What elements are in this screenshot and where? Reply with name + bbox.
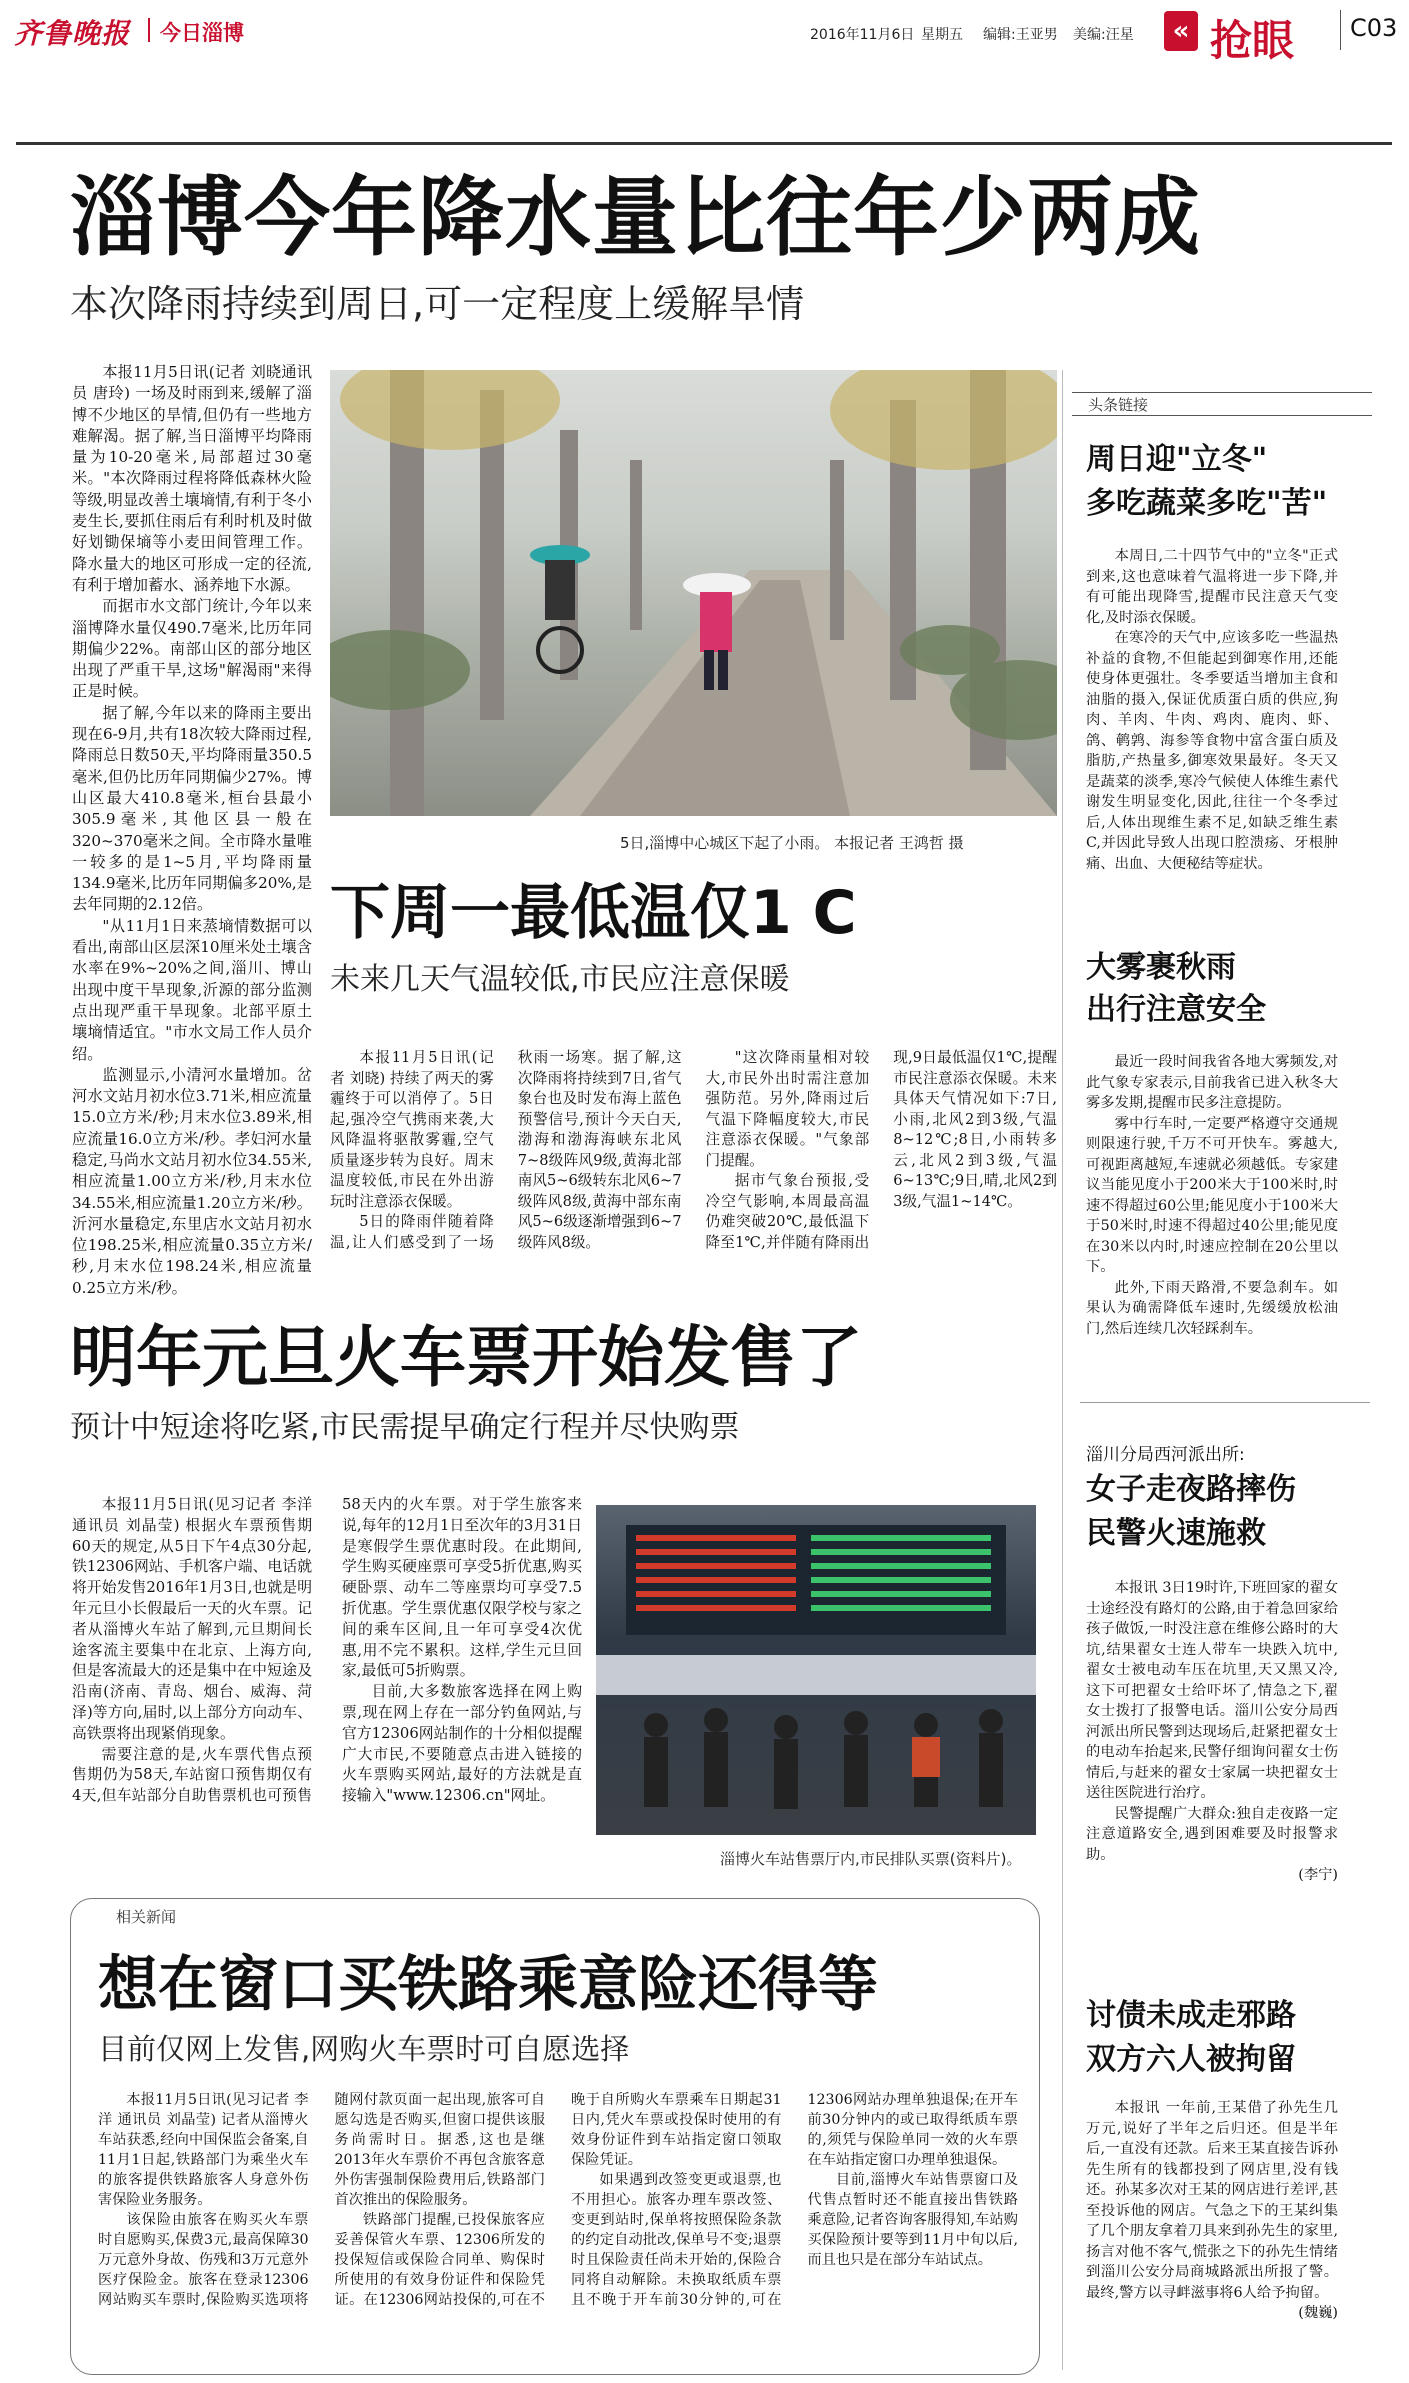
sidebar-kicker-police: 淄川分局西河派出所: bbox=[1086, 1445, 1245, 1465]
article-train-tickets-body bbox=[72, 1495, 582, 1885]
sidebar-headline-fog-1: 大雾裹秋雨 bbox=[1086, 950, 1236, 985]
paragraph: 本报讯 一年前,王某借了孙先生几万元,说好了半年之后归还。但是半年后,一直没有还款。后来王某直接告诉孙先生所有的钱都投到了网店里,没有钱还。孙某多次对王某的网店进行差评,甚至投诉他的网店。气急之下的王某纠集了几个朋友拿着刀具来到孙先生的家里,扬言对他不客气,慌张之下的孙先生情绪到淄川公安分局商城路派出所报了警。最终,警方以寻衅滋事将6人给予拘留。 bbox=[1086, 2100, 1338, 2301]
paragraph: 最近一段时间我省各地大雾频发,对此气象专家表示,目前我省已进入秋冬大雾多发期,提醒市民多注意提防。 bbox=[1086, 1054, 1338, 1111]
paragraph: 本报11月5日讯(记者 刘晓) 持续了两天的雾霾终于可以消停了。5日起,强冷空气携雨来袭,大风降温将驱散雾霾,空气质量逐步转为良好。周末温度较低,市民在外出游玩时注意添衣保暖。 bbox=[330, 1049, 494, 1210]
paragraph: 而据市水文部门统计,今年以来淄博降水量仅490.7毫米,比历年同期偏少22%。南部山区的部分地区出现了严重干旱,这场"解渴雨"来得正是时候。 bbox=[72, 597, 312, 701]
paragraph: 该保险由旅客在购买火车票时自愿购买,保费3元,最高保障30万元意外身故、伤残和3万元意外医疗保险金。旅客在登录12306网站购买车票时,保险购买选项将随网付款页面一起出现,旅客可自愿勾选是否购买,但窗口提供该服务尚需时日。据悉,这也是继2013年火车票价不再包含旅客意外伤害强制保险费用后,铁路部门首次推出的保险服务。 bbox=[98, 2092, 545, 2308]
headline-rainfall: 淄博今年降水量比往年少两成 bbox=[70, 168, 1201, 268]
ticket-hall-image bbox=[596, 1505, 1036, 1835]
editor-credit: 编辑:王亚男 bbox=[983, 27, 1058, 43]
paragraph: 据了解,今年以来的降雨主要出现在6-9月,共有18次较大降雨过程,降雨总日数50天,平均降雨量350.5毫米,但仍比历年同期偏少27%。博山区最大410.8毫米,桓台县最小305.9毫米,其他区县一般在320~370毫米之间。全市降水量唯一较多的是1~5月,平均降雨量134.9毫米,比历年同期偏多20%,是去年同期的2.12倍。 bbox=[72, 703, 312, 914]
subhead-rainfall: 本次降雨持续到周日,可一定程度上缓解旱情 bbox=[70, 282, 805, 326]
subhead-low-temp: 未来几天气温较低,市民应注意保暖 bbox=[330, 962, 790, 997]
column-badge bbox=[1162, 6, 1327, 65]
section-name: 今日淄博 bbox=[160, 20, 244, 45]
article-low-temp-body bbox=[330, 1048, 1057, 1288]
paper-logo: 齐鲁晚报 bbox=[14, 17, 131, 50]
paragraph: 雾中行车时,一定要严格遵守交通规则限速行驶,千万不可开快车。雾越大,可视距离越短,车速就必须越低。专家建议当能见度小于200米大于100米时,时速不得超过60公里;能见度小于100米大于50米时,时速不得超过40公里;能见度在30米以内时,时速应控制在20公里以下。 bbox=[1086, 1115, 1338, 1275]
paragraph: "从11月1日来蒸墒情数据可以看出,南部山区层深10厘米处土壤含水率在9%~20%之间,淄川、博山出现中度干旱现象,沂源的部分监测点出现严重干旱现象。北部平原土壤墒情适宜。"市水文局工作人员介绍。 bbox=[72, 916, 312, 1063]
sidebar-headline-debt-2: 双方六人被拘留 bbox=[1086, 2042, 1296, 2077]
paragraph: 监测显示,小清河水量增加。岔河水文站月初水位3.71米,相应流量15.0立方米/秒;月末水位3.89米,相应流量16.0立方米/秒。孝妇河水量稳定,马尚水文站月初水位34.55米,相应流量1.00立方米/秒,月末水位34.55米,相应流量1.20立方米/秒。沂河水量稳定,东里店水文站月初水位198.25米,相应流量0.35立方米/秒,月末水位198.24米,相应流量0.25立方米/秒。 bbox=[72, 1065, 312, 1297]
paragraph: "这次降雨量相对较大,市民外出时需注意加强防范。另外,降雨过后气温下降幅度较大,市民注意添衣保暖。"气象部门提醒。 bbox=[705, 1049, 870, 1169]
byline: (李宁) bbox=[1298, 1867, 1338, 1883]
sidebar-label: 头条链接 bbox=[1088, 396, 1149, 414]
subhead-train-tickets: 预计中短途将吃紧,市民需提早确定行程并尽快购票 bbox=[70, 1410, 740, 1445]
sidebar-label-box bbox=[1072, 392, 1372, 416]
sidebar-fog-body bbox=[1086, 1052, 1338, 1370]
byline: (魏巍) bbox=[1298, 2305, 1338, 2321]
paragraph: 此外,下雨天路滑,不要急刹车。如果认为确需降低车速时,先缓缓放松油门,然后连续几次轻踩刹车。 bbox=[1086, 1279, 1338, 1337]
paragraph: 如果遇到改签变更或退票,也不用担心。旅客办理车票改签、变更到站时,保单将按照保险条款的约定自动批改,保单号不变;退票时且保险责任尚未开始的,保险合同将自动解除。未换取纸质车票且不晚于开车前30分钟的,可在12306网站办理单独退保;在开车前30分钟内的或已取得纸质车票的,须凭与保险单同一效的火车票在车站指定窗口办理单独退保。 bbox=[571, 2092, 1018, 2308]
chevron-icon: « bbox=[1164, 11, 1198, 51]
sidebar-lidong-body bbox=[1086, 546, 1338, 906]
sidebar-headline-lidong-1: 周日迎"立冬" bbox=[1086, 442, 1268, 477]
paragraph: 据市气象台预报,受冷空气影响,本周最高温仍难突破20℃,最低温下降至1℃,并伴随有降雨出现,9日最低温仅1℃,提醒市民注意添衣保暖。未来具体天气情况如下:7日,小雨,北风2到3级,气温8~12℃;8日,小雨转多云,北风2到3级,气温6~13℃;9日,晴,北风2到3级,气温1~14℃。 bbox=[705, 1049, 1057, 1251]
sidebar-headline-lidong-2: 多吃蔬菜多吃"苦" bbox=[1086, 486, 1328, 521]
designer-credit: 美编:汪星 bbox=[1073, 27, 1134, 43]
issue-weekday: 星期五 bbox=[921, 27, 963, 43]
photo-ticket-hall bbox=[596, 1505, 1036, 1835]
header-divider bbox=[1340, 10, 1341, 50]
headline-rail-insurance: 想在窗口买铁路乘意险还得等 bbox=[98, 1950, 878, 2020]
article-rail-insurance-body bbox=[98, 2090, 1018, 2360]
logo-divider bbox=[148, 18, 150, 42]
paragraph: 本周日,二十四节气中的"立冬"正式到来,这也意味着气温将进一步下降,并有可能出现降雪,提醒市民注意天气变化,及时添衣保暖。 bbox=[1086, 548, 1338, 626]
paragraph: 目前,淄博火车站售票窗口及代售点暂时还不能直接出售铁路乘意险,记者咨询客服得知,车站购买保险预计要等到11月中旬以后,而且也只是在部分车站试点。 bbox=[807, 2172, 1018, 2268]
issue-date: 2016年11月6日 bbox=[810, 27, 915, 43]
photo-caption-ticket-hall: 淄博火车站售票厅内,市民排队买票(资料片)。 bbox=[720, 1850, 1022, 1868]
paragraph: 5日的降雨伴随着降温,让人们感受到了一场秋雨一场寒。据了解,这次降雨将持续到7日,省气象台也及时发布海上蓝色预警信号,预计今天白天,渤海和渤海海峡东北风7~8级阵风9级,黄海北部南风5~6级转东北风6~7级阵风8级,黄海中部东南风5~6级逐渐增强到6~7级阵风8级。 bbox=[330, 1049, 682, 1251]
paragraph: 本报讯 3日19时许,下班回家的翟女士途经没有路灯的公路,由于着急回家给孩子做饭,一时没注意在维修公路时的大坑,结果翟女士连人带车一块跌入坑中,翟女士被电动车压在坑里,天又黑又冷,这下可把翟女士给吓坏了,情急之下,翟女士拨打了报警电话。淄川公安分局西河派出所民警到达现场后,赶紧把翟女士的电动车抬起来,民警仔细询问翟女士伤情后,与赶来的翟女士家属一块把翟女士送往医院进行治疗。 bbox=[1086, 1580, 1338, 1801]
headline-low-temp: 下周一最低温仅1 C bbox=[330, 878, 857, 948]
related-news-tag: 相关新闻 bbox=[110, 1906, 182, 1927]
sidebar-police-body bbox=[1086, 1578, 1338, 1938]
sidebar-headline-police-1: 女子走夜路摔伤 bbox=[1086, 1472, 1296, 1507]
paragraph: 铁路部门提醒,已投保旅客应妥善保管火车票、12306所发的投保短信或保险合同单、购保时所使用的有效身份证件和保险凭证。在12306网站投保的,可在不晚于自所购火车票乘车日期起31日内,凭火车票或投保时使用的有效身份证件到车站指定窗口领取保险凭证。 bbox=[334, 2092, 782, 2308]
street-scene-image bbox=[330, 370, 1057, 816]
photo-caption-rainy-street: 5日,淄博中心城区下起了小雨。 本报记者 王鸿哲 摄 bbox=[620, 834, 964, 852]
sidebar-separator bbox=[1080, 1402, 1370, 1403]
masthead-rule bbox=[16, 142, 1392, 145]
sidebar-headline-police-2: 民警火速施救 bbox=[1086, 1516, 1266, 1551]
masthead bbox=[0, 0, 1409, 65]
sidebar-headline-fog-2: 出行注意安全 bbox=[1086, 992, 1266, 1027]
paragraph: 本报11月5日讯(记者 刘晓通讯员 唐玲) 一场及时雨到来,缓解了淄博不少地区的旱情,但仍有一些地方难解渴。据了解,当日淄博平均降雨量为10-20毫米,局部超过30毫米。"本次降雨过程将降低森林火险等级,明显改善土壤墒情,有利于冬小麦生长,要抓住雨后有利时机及时做好划锄保墒等小麦田间管理工作。降水量大的地区可形成一定的径流,有利于增加蓄水、涵养地下水源。 bbox=[72, 363, 312, 594]
sidebar-debt-body bbox=[1086, 2098, 1338, 2368]
headline-train-tickets: 明年元旦火车票开始发售了 bbox=[70, 1319, 862, 1396]
paragraph: 本报11月5日讯(见习记者 李洋 通讯员 刘晶莹) 记者从淄博火车站获悉,经向中国保监会备案,自11月1日起,铁路部门为乘坐火车的旅客提供铁路旅客人身意外伤害保险业务服务。 bbox=[98, 2092, 309, 2208]
photo-rainy-street bbox=[330, 370, 1057, 816]
paragraph: 本报11月5日讯(见习记者 李洋 通讯员 刘晶莹) 根据火车票预售期60天的规定,从5日下午4点30分起,铁12306网站、手机客户端、电话就将开始发售2016年1月3日,也就是明年元旦小长假最后一天的火车票。记者从淄博火车站了解到,元旦期间长途客流主要集中在北京、上海方向,但是客流最大的还是集中在中短途及沿南(济南、青岛、烟台、威海、菏泽)等方向,届时,以上部分方向动车、高铁票将出现紧俏现象。 bbox=[72, 1496, 312, 1742]
paragraph: 需要注意的是,火车票代售点预售期仍为58天,车站窗口预售期仅有4天,但车站部分自助售票机也可预售58天内的火车票。对于学生旅客来说,每年的12月1日至次年的3月31日是寒假学生票优惠时段。在此期间,学生购买硬座票可享受5折优惠,购买硬卧票、动车二等座票均可享受7.5折优惠。学生票优惠仅限学校与家之间的乘车区间,且一年可享受4次优惠,用不完不累积。这样,学生元旦回家,最低可5折购票。 bbox=[72, 1496, 582, 1805]
article-rainfall-body bbox=[72, 362, 312, 1297]
paragraph: 目前,大多数旅客选择在网上购票,现在网上存在一部分钓鱼网站,与官方12306网站制作的十分相似提醒广大市民,不要随意点击进入链接的火车票购买网站,最好的方法就是直接输入"www.12306.cn"网址。 bbox=[342, 1683, 582, 1805]
paragraph: 在寒冷的天气中,应该多吃一些温热补益的食物,不但能起到御寒作用,还能使身体更强壮。冬季要适当增加主食和油脂的摄入,保证优质蛋白质的供应,狗肉、羊肉、牛肉、鸡肉、鹿肉、虾、鸽、鹌鹑、海参等食物中富含蛋白质及脂肪,产热量多,御寒效果最好。冬天又是蔬菜的淡季,寒冷气候使人体维生素代谢发生明显变化,因此,往往一个冬季过后,人体出现维生素不足,如缺乏维生素C,并因此导致人出现口腔溃疡、牙根肿痛、出血、大便秘结等症状。 bbox=[1086, 630, 1338, 872]
sidebar-divider bbox=[1062, 370, 1063, 2370]
subhead-rail-insurance: 目前仅网上发售,网购火车票时可自愿选择 bbox=[98, 2032, 630, 2066]
sidebar-headline-debt-1: 讨债未成走邪路 bbox=[1086, 1998, 1296, 2033]
page-number: C03 bbox=[1350, 14, 1398, 42]
paragraph: 民警提醒广大群众:独自走夜路一定注意道路安全,遇到困难要及时报警求助。 bbox=[1086, 1805, 1338, 1863]
column-name: 抢眼 bbox=[1210, 16, 1295, 65]
